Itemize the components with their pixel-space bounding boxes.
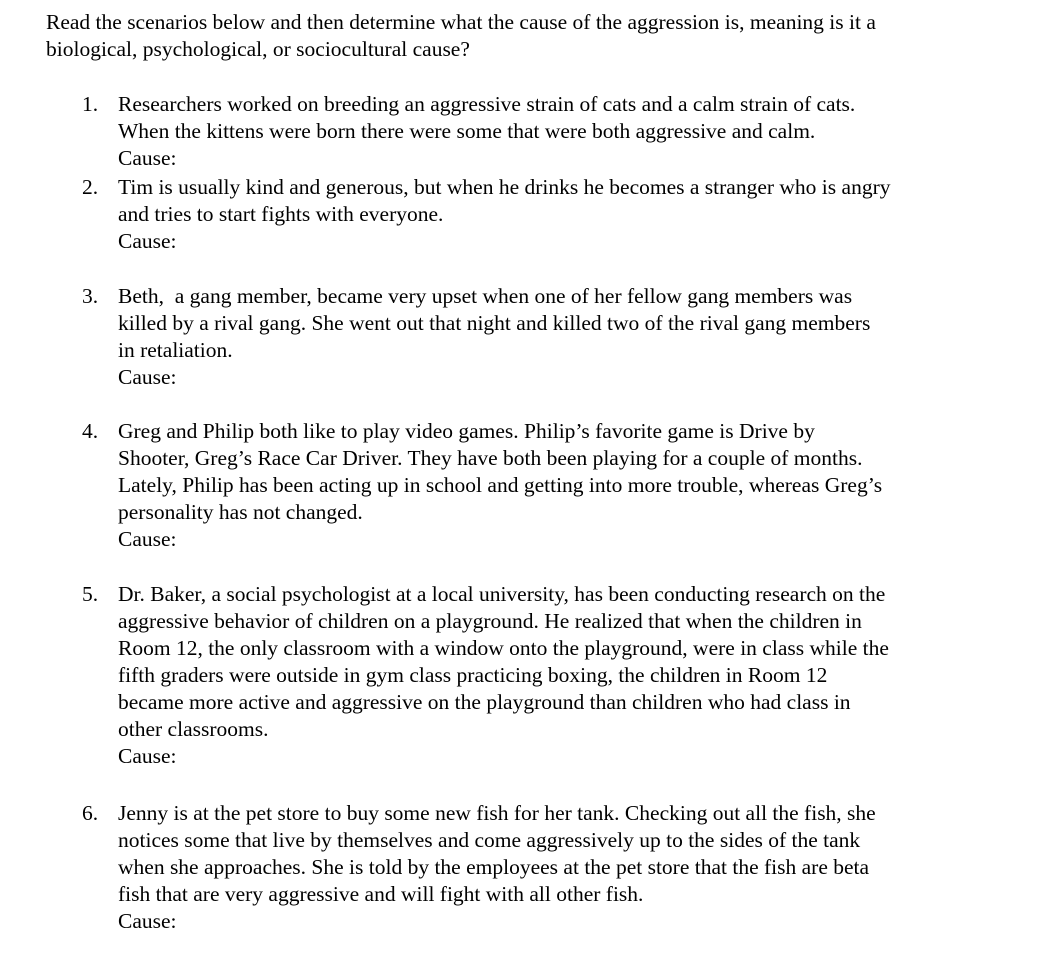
scenario-line: killed by a rival gang. She went out that night and killed two of the rival gang members [118,311,871,335]
scenario-text [118,581,986,770]
scenario-line: fish that are very aggressive and will fight with all other fish. [118,882,644,906]
scenario-number: 6. [82,801,99,825]
scenario-line: Greg and Philip both like to play video games. Philip’s favorite game is Drive by [118,419,815,443]
scenario-text [118,283,986,391]
cause-label: Cause: [118,909,177,933]
scenario-text [118,418,986,553]
scenario-line: Dr. Baker, a social psychologist at a local university, has been conducting research on the [118,582,886,606]
instructions-line: biological, psychological, or sociocultural cause? [46,37,470,61]
instructions-line: Read the scenarios below and then determine what the cause of the aggression is, meaning is it a [46,10,876,34]
scenario-line: fifth graders were outside in gym class practicing boxing, the children in Room 12 [118,663,828,687]
cause-label: Cause: [118,146,177,170]
scenario-line: Jenny is at the pet store to buy some new fish for her tank. Checking out all the fish, she [118,801,876,825]
scenario-text [118,174,986,255]
cause-label: Cause: [118,229,177,253]
scenario-line: Beth, a gang member, became very upset when one of her fellow gang members was [118,284,853,308]
scenario-number: 2. [82,175,99,199]
scenario-line: when she approaches. She is told by the employees at the pet store that the fish are beta [118,855,870,879]
scenario-line: became more active and aggressive on the playground than children who had class in [118,690,851,714]
scenario-line: aggressive behavior of children on a playground. He realized that when the children in [118,609,862,633]
instructions [46,9,986,63]
scenario-line: Room 12, the only classroom with a window onto the playground, were in class while the [118,636,889,660]
scenario-text [118,91,986,172]
scenario-number: 3. [82,284,99,308]
scenario-line: Lately, Philip has been acting up in school and getting into more trouble, whereas Greg’s [118,473,883,497]
scenario-line: notices some that live by themselves and come aggressively up to the sides of the tank [118,828,861,852]
scenario-line: Researchers worked on breeding an aggressive strain of cats and a calm strain of cats. [118,92,856,116]
cause-label: Cause: [118,744,177,768]
scenario-line: and tries to start fights with everyone. [118,202,444,226]
scenario-line: in retaliation. [118,338,233,362]
scenario-line: personality has not changed. [118,500,363,524]
scenario-line: other classrooms. [118,717,269,741]
scenario-line: Shooter, Greg’s Race Car Driver. They have both been playing for a couple of months. [118,446,863,470]
scenario-number: 5. [82,582,99,606]
scenario-text [118,800,986,935]
scenario-line: When the kittens were born there were some that were both aggressive and calm. [118,119,816,143]
cause-label: Cause: [118,527,177,551]
scenario-number: 4. [82,419,99,443]
cause-label: Cause: [118,365,177,389]
scenario-line: Tim is usually kind and generous, but when he drinks he becomes a stranger who is angry [118,175,891,199]
scenario-number: 1. [82,92,99,116]
